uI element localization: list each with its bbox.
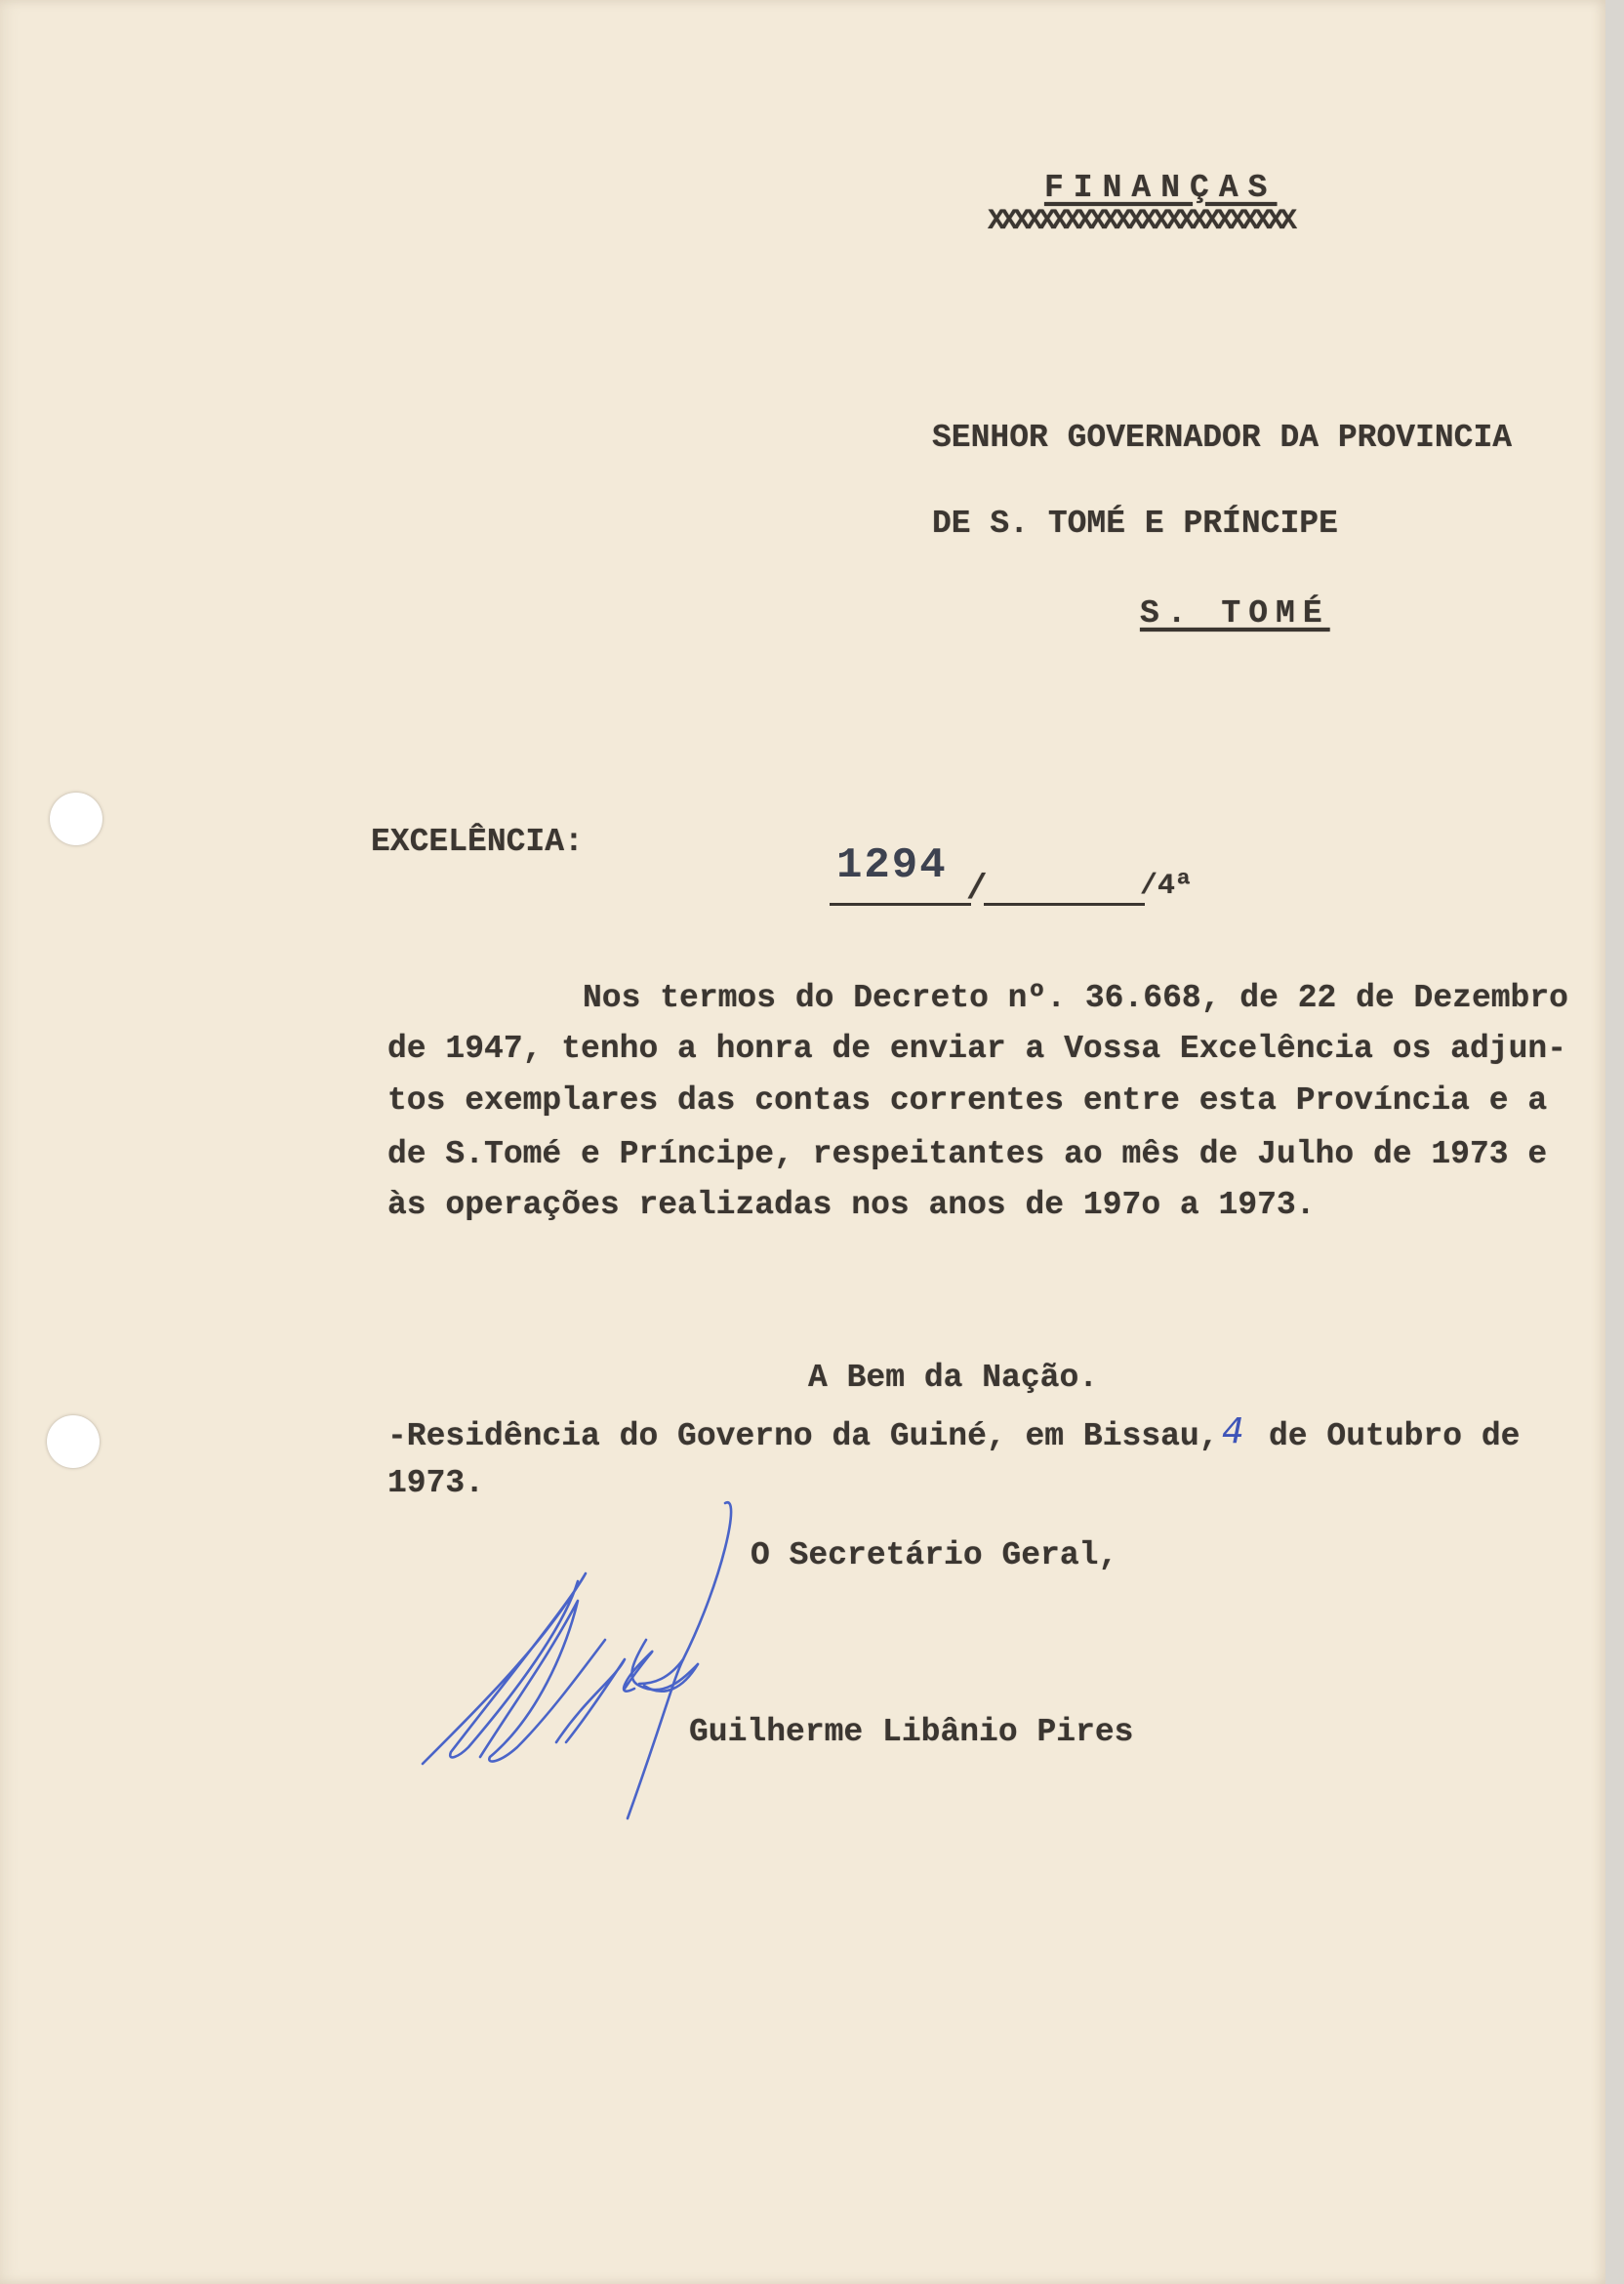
body-line: de 1947, tenho a honra de enviar a Vossa Excelência os adjun- [387, 1031, 1566, 1067]
reference-number: 1294 [836, 841, 948, 890]
body-line: tos exemplares das contas correntes entre esta Província e a [387, 1082, 1548, 1119]
addressee-city: S. TOMÉ [1140, 595, 1330, 632]
body-line: às operações realizadas nos anos de 197o a 1973. [387, 1187, 1316, 1223]
reference-suffix: /4ª [1140, 870, 1194, 903]
signatory-title: O Secretário Geral, [751, 1537, 1118, 1573]
addressee-line-2: DE S. TOMÉ E PRÍNCIPE [932, 506, 1338, 542]
place-date-year: 1973. [387, 1465, 485, 1501]
salutation: EXCELÊNCIA: [371, 824, 584, 860]
reference-slash: / [966, 869, 988, 909]
body-line: de S.Tomé e Príncipe, respeitantes ao mês de Julho de 1973 e [387, 1136, 1548, 1172]
signatory-name: Guilherme Libânio Pires [689, 1714, 1134, 1750]
addressee-line-1: SENHOR GOVERNADOR DA PROVINCIA [932, 420, 1513, 456]
place-date-prefix: -Residência do Governo da Guiné, em Bissau, [387, 1418, 1219, 1454]
closing-motto: A Bem da Nação. [808, 1360, 1099, 1396]
handwritten-day: 4 [1222, 1411, 1244, 1451]
body-line: Nos termos do Decreto nº. 36.668, de 22 de Dezembro [583, 980, 1568, 1016]
x-line-decoration: XXXXXXXXXXXXXXXXXXXXXXXX [988, 205, 1293, 238]
place-date-suffix: de Outubro de [1269, 1418, 1521, 1454]
department-heading: FINANÇAS [1044, 170, 1278, 206]
